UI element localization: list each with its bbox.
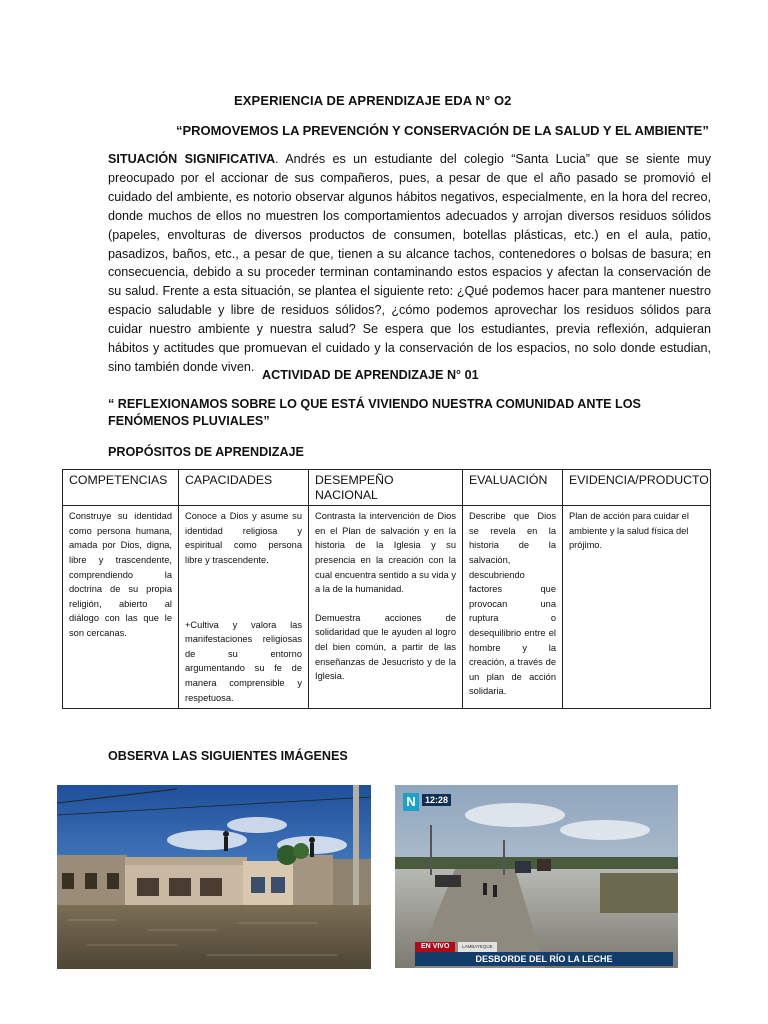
- flood-houses-illustration: [57, 785, 371, 969]
- document-title: EXPERIENCIA DE APRENDIZAJE EDA N° O2: [234, 93, 512, 108]
- cell-evidencia: Plan de acción para cuidar el ambiente y la salud física del prójimo.: [563, 506, 711, 709]
- channel-logo: N: [403, 793, 419, 811]
- col-header-capacidades: CAPACIDADES: [179, 470, 309, 506]
- situacion-paragraph: [108, 150, 711, 377]
- capacidad-2: +Cultiva y valora las manifestaciones religiosas de su entorno argumentando su fe de manera comprensible y respetuosa.: [185, 619, 302, 703]
- table-row: [63, 506, 711, 709]
- col-header-desempeno: DESEMPEÑO NACIONAL: [309, 470, 463, 506]
- cell-evaluacion: Describe que Dios se revela en la historia de la salvación, descubriendo factores que provocan una ruptura o desequilibrio entre el hombre y la creación, a través de un plan de acción solidaria.: [463, 506, 563, 709]
- desempeno-2: Demuestra acciones de solidaridad que le ayuden al logro del bien común, a partir de las enseñanzas de Jesucristo y de la Iglesia.: [315, 612, 456, 682]
- flood-houses-photo: [57, 785, 371, 969]
- broadcast-lower-third: [395, 940, 678, 968]
- col-header-competencias: COMPETENCIAS: [63, 470, 179, 506]
- situacion-text: . Andrés es un estudiante del colegio “Santa Lucia” que se siente muy preocupado por el accionar de sus compañeros, pues, a pesar de que el año pasado se promovió el cuidado del ambiente, es notorio observar algunos hábitos negativos, especialmente, en la hora del recreo, donde muchos de ellos no muestren los comportamientos adecuados y arrojan diversos residuos sólidos (papeles, envolturas de diversos productos de consumen, botellas plásticas, etc.) en el aula, patio, pasadizos, baños, etc., a pesar de que, tienen a su alcance tachos, contenedores o bolsas de basura; en consecuencia, debido a su proceder terminan contaminando estos espacios y afectan la conservación de su salud. Frente a esta situación, se plantea el siguiente reto: ¿Qué podemos hacer para mantener nuestro espacio saludable y libre de residuos sólidos?, ¿cómo podemos aprovechar los residuos sólidos para cuidar nuestro ambiente y nuestra salud? Se espera que los estudiantes, previa reflexión, adquieran hábitos y actitudes que promuevan el cuidado y la conservación de los espacios, no solo donde estudian, sino también donde viven.: [108, 152, 711, 374]
- observa-heading: OBSERVA LAS SIGUIENTES IMÁGENES: [108, 749, 348, 763]
- propositos-heading: PROPÓSITOS DE APRENDIZAJE: [108, 445, 304, 459]
- broadcast-time: 12:28: [422, 794, 451, 806]
- broadcast-headline: DESBORDE DEL RÍO LA LECHE: [415, 952, 673, 966]
- river-overflow-tv-photo: [395, 785, 678, 968]
- col-header-evaluacion: EVALUACIÓN: [463, 470, 563, 506]
- desempeno-1: Contrasta la intervención de Dios en el Plan de salvación y en la historia de la Iglesia y su presencia en la creación con la cual encuentra sentido a su vida y a la de la humanidad.: [315, 511, 456, 595]
- cell-capacidades: [179, 506, 309, 709]
- capacidad-1: Conoce a Dios y asume su identidad religiosa y espiritual como persona libre y trascendente.: [185, 511, 302, 565]
- actividad-subtitle: “ REFLEXIONAMOS SOBRE LO QUE ESTÁ VIVIENDO NUESTRA COMUNIDAD ANTE LOS FENÓMENOS PLUVIALES”: [108, 397, 641, 428]
- eda-subtitle: “PROMOVEMOS LA PREVENCIÓN Y CONSERVACIÓN DE LA SALUD Y EL AMBIENTE”: [176, 123, 709, 138]
- actividad-title: ACTIVIDAD DE APRENDIZAJE N° 01: [262, 368, 479, 382]
- cell-competencias: Construye su identidad como persona humana, amada por Dios, digna, libre y trascendente, comprendiendo la doctrina de su propia religión, abierto al diálogo con las que le son cercanas.: [63, 506, 179, 709]
- situacion-label: SITUACIÓN SIGNIFICATIVA: [108, 152, 276, 166]
- propositos-table: [62, 469, 711, 709]
- location-tag: LAMBAYEQUE: [458, 942, 497, 952]
- cell-desempeno: [309, 506, 463, 709]
- col-header-evidencia: EVIDENCIA/PRODUCTO: [563, 470, 711, 506]
- live-tag: EN VIVO: [415, 942, 455, 952]
- table-header-row: [63, 470, 711, 506]
